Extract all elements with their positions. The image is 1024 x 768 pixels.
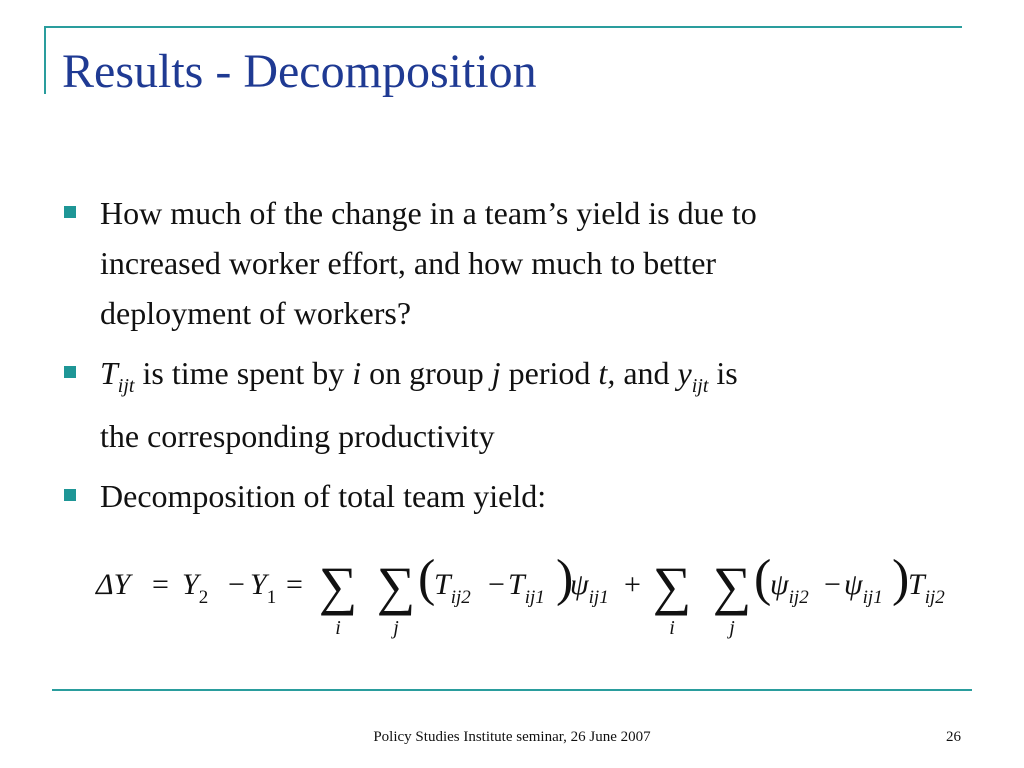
bullet-square-icon: [64, 489, 76, 501]
eq-psi-ij1: $\psi_{ij1}$: [844, 568, 883, 608]
bullet-text: is time spent by: [134, 355, 353, 391]
left-paren: (: [418, 550, 436, 607]
variable-j: j: [491, 355, 501, 391]
sum-over-j: ∑ j: [376, 556, 416, 639]
decomposition-equation: [96, 550, 976, 655]
sum-over-i: ∑ i: [652, 556, 692, 639]
page-number: 26: [946, 729, 961, 745]
bullet-text-line: Decomposition of total team yield:: [100, 478, 547, 514]
bullet-item-decomposition: [62, 471, 972, 521]
title-frame-left-rule: [44, 26, 46, 94]
right-paren: ): [892, 550, 910, 607]
bullet-text: on group: [361, 355, 492, 391]
eq-Y2: $Y_2$: [182, 568, 209, 608]
bullet-list: [62, 188, 972, 531]
left-paren: (: [754, 550, 772, 607]
eq-equals: =: [286, 568, 303, 601]
bullet-square-icon: [64, 206, 76, 218]
bullet-text-line: deployment of workers?: [100, 295, 412, 331]
bullet-text: period: [500, 355, 599, 391]
footer-rule: [52, 689, 972, 691]
right-paren: ): [556, 550, 574, 607]
bullet-square-icon: [64, 366, 76, 378]
eq-delta-y: ΔY: [96, 568, 131, 601]
eq-minus: −: [824, 568, 841, 601]
subscript-ijt: ijt: [691, 375, 709, 397]
bullet-item-question: [62, 188, 972, 338]
bullet-text: and: [615, 355, 678, 391]
eq-equals: =: [152, 568, 169, 601]
eq-minus: −: [228, 568, 245, 601]
bullet-text-line: the corresponding productivity: [100, 418, 495, 454]
sum-over-j: ∑ j: [712, 556, 752, 639]
eq-minus: −: [488, 568, 505, 601]
bullet-item-definition: [62, 348, 972, 461]
bullet-text-line: increased worker effort, and how much to better: [100, 245, 717, 281]
sum-over-i: ∑ i: [318, 556, 358, 639]
variable-t: t,: [598, 355, 616, 391]
eq-T-ij2: $T_{ij2}$: [908, 568, 945, 608]
eq-T-ij2: $T_{ij2}$: [434, 568, 471, 608]
footer-text: Policy Studies Institute seminar, 26 June 2007: [373, 729, 651, 745]
variable-T: T: [100, 355, 118, 391]
eq-Y1: $Y_1$: [250, 568, 277, 608]
slide-title: Results - Decomposition: [62, 45, 537, 98]
eq-psi-ij2: $\psi_{ij2}$: [770, 568, 809, 608]
eq-T-ij1: $T_{ij1}$: [508, 568, 545, 608]
bullet-text-line: How much of the change in a team’s yield is due to: [100, 195, 757, 231]
bullet-text: is: [708, 355, 738, 391]
eq-plus: +: [624, 568, 641, 601]
variable-i: i: [352, 355, 362, 391]
subscript-ijt: ijt: [117, 375, 135, 397]
title-frame-top-rule: [44, 26, 962, 28]
eq-psi-ij1: $\psi_{ij1}$: [570, 568, 609, 608]
variable-y: y: [677, 355, 692, 391]
